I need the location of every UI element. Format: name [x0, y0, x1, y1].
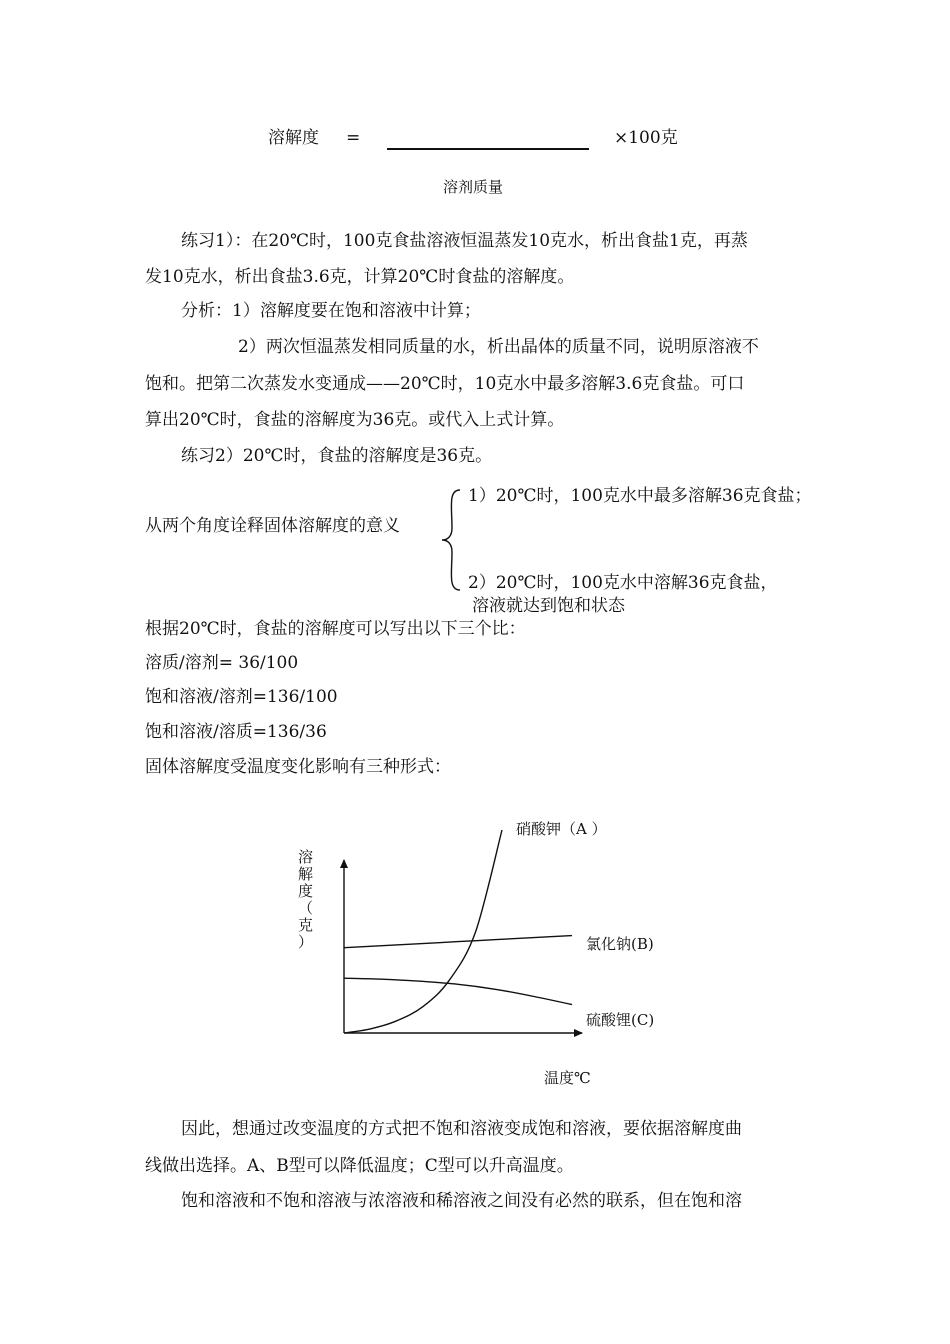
ratio-3: 饱和溶液/溶质=136/36 — [145, 722, 327, 742]
fraction-bar — [387, 148, 589, 150]
analysis-line3: 饱和。把第二次蒸发水变通成——20℃时，10克水中最多溶解3.6克食盐。可口 — [145, 374, 745, 394]
conclusion-line1: 因此，想通过改变温度的方式把不饱和溶液变成饱和溶液，要依据溶解度曲 — [181, 1119, 742, 1139]
ratio-2: 饱和溶液/溶剂=136/100 — [145, 687, 338, 707]
formula-denominator: 溶剂质量 — [443, 178, 504, 196]
x-axis-label: 温度℃ — [544, 1069, 591, 1087]
series-label-c: 硫酸锂(C) — [586, 1011, 655, 1029]
analysis-line1: 分析：1）溶解度要在饱和溶液中计算； — [181, 301, 481, 321]
analysis-line4: 算出20℃时，食盐的溶解度为36克。或代入上式计算。 — [145, 410, 565, 430]
formula-times: ×100克 — [614, 128, 678, 148]
meaning-item-1: 1）20℃时，100克水中最多溶解36克食盐； — [468, 486, 812, 506]
last-line: 饱和溶液和不饱和溶液与浓溶液和稀溶液之间没有必然的联系，但在饱和溶 — [181, 1191, 742, 1211]
curly-brace — [440, 488, 464, 592]
formula-lhs: 溶解度 — [268, 128, 319, 148]
series-label-b: 氯化钠(B) — [586, 935, 654, 953]
forms-intro: 固体溶解度受温度变化影响有三种形式： — [145, 757, 451, 777]
formula-equals: = — [346, 128, 361, 148]
ratio-1: 溶质/溶剂= 36/100 — [145, 653, 299, 673]
exercise2: 练习2）20℃时，食盐的溶解度是36克。 — [181, 446, 493, 466]
y-axis-label: 溶解度（克） — [298, 848, 314, 951]
series-label-a: 硝酸钾（A ） — [516, 820, 607, 838]
series-line-b — [344, 936, 572, 948]
analysis-line2: 2）两次恒温蒸发相同质量的水，析出晶体的质量不同，说明原溶液不 — [238, 337, 759, 357]
ratios-intro: 根据20℃时，食盐的溶解度可以写出以下三个比： — [145, 619, 526, 639]
exercise1-line2: 发10克水，析出食盐3.6克，计算20℃时食盐的溶解度。 — [145, 267, 575, 287]
conclusion-line2: 线做出选择。A、B型可以降低温度；C型可以升高温度。 — [145, 1156, 574, 1176]
series-line-a — [344, 830, 502, 1033]
solubility-chart — [280, 810, 700, 1100]
meaning-item-2a: 2）20℃时，100克水中溶解36克食盐， — [468, 573, 778, 593]
meaning-label: 从两个角度诠释固体溶解度的意义 — [145, 516, 400, 536]
meaning-item-2b: 溶液就达到饱和状态 — [472, 596, 625, 616]
series-line-c — [344, 978, 572, 1004]
exercise1-line1: 练习1）：在20℃时，100克食盐溶液恒温蒸发10克水，析出食盐1克，再蒸 — [181, 231, 748, 251]
